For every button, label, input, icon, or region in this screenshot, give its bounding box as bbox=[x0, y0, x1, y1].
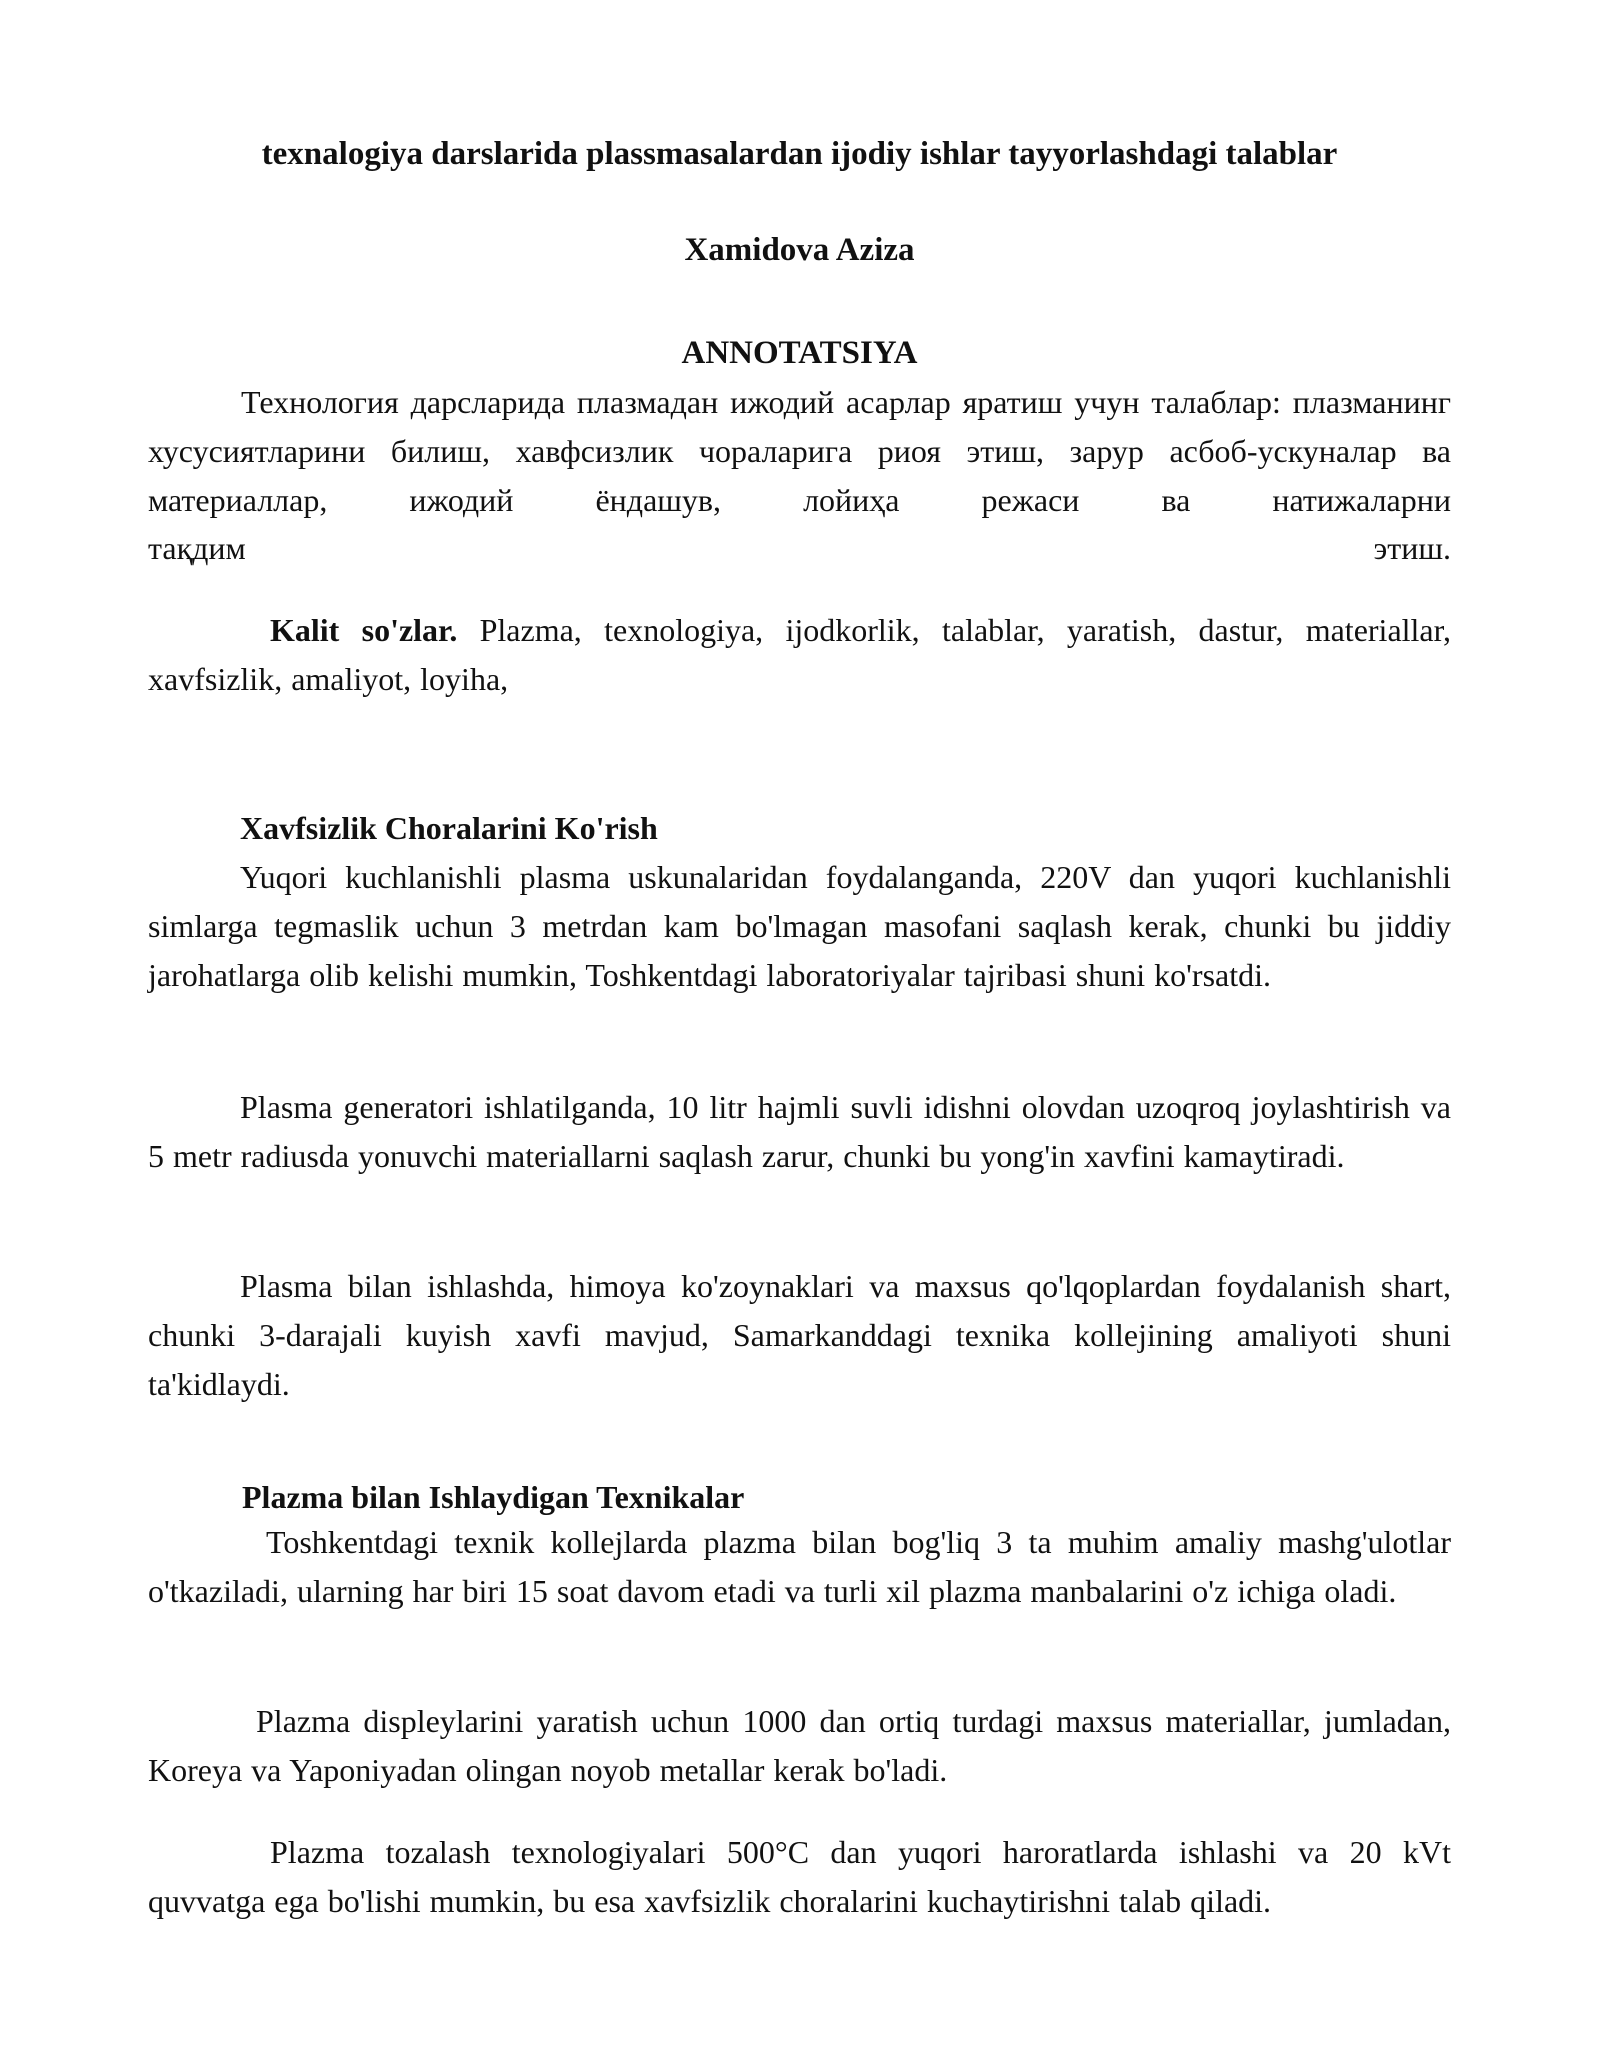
document-author: Xamidova Aziza bbox=[684, 232, 915, 268]
annotation-text: Технология дарсларида плазмадан ижодий асарлар яратиш учун талаблар: плазманинг хусусиятларини билиш, хавфсизлик чораларига риоя этиш, зарур асбоб-ускуналар ва материаллар, ижодий ёндашув, лойиҳа режаси ва натижаларни bbox=[148, 384, 1451, 518]
annotation-heading: ANNOTATSIYA bbox=[681, 335, 918, 371]
section-safety-paragraph-2: Plasma generatori ishlatilganda, 10 litr hajmli suvli idishni olovdan uzoqroq joylashtirish va 5 metr radiusda yonuvchi materiallarni saqlash zarur, chunki bu yong'in xavfini kamaytiradi. bbox=[148, 1089, 1451, 1174]
section-safety-heading: Xavfsizlik Choralarini Ko'rish bbox=[240, 810, 658, 846]
annotation-text-end-left: тақдим bbox=[148, 530, 246, 566]
section-techniques-paragraph-3: Plazma tozalash texnologiyalari 500°C dan yuqori haroratlarda ishlashi va 20 kVt quvvatga ega bo'lishi mumkin, bu esa xavfsizlik choralarini kuchaytirishni talab qiladi. bbox=[148, 1834, 1451, 1919]
keywords-paragraph bbox=[148, 606, 1451, 704]
section-techniques-paragraph-1: Toshkentdagi texnik kollejlarda plazma bilan bog'liq 3 ta muhim amaliy mashg'ulotlar o'tkaziladi, ularning har biri 15 soat davom etadi va turli xil plazma manbalarini o'z ichiga oladi. bbox=[148, 1524, 1451, 1609]
section-safety-paragraph-3: Plasma bilan ishlashda, himoya ko'zoynaklari va maxsus qo'lqoplardan foydalanish shart, chunki 3-darajali kuyish xavfi mavjud, Samarkanddagi texnika kollejining amaliyoti shuni ta'kidlaydi. bbox=[148, 1268, 1451, 1402]
keywords-label: Kalit so'zlar. bbox=[270, 612, 458, 648]
document-title: texnalogiya darslarida plassmasalardan ijodiy ishlar tayyorlashdagi talablar bbox=[261, 136, 1338, 172]
keywords-text: Plazma, texnologiya, ijodkorlik, talablar, yaratish, dastur, materiallar, xavfsizlik, amaliyot, loyiha, bbox=[148, 612, 1452, 697]
annotation-text-end-right: этиш. bbox=[1373, 530, 1451, 566]
section-techniques-heading: Plazma bilan Ishlaydigan Texnikalar bbox=[242, 1479, 745, 1515]
section-safety-paragraph-1: Yuqori kuchlanishli plasma uskunalaridan foydalanganda, 220V dan yuqori kuchlanishli simlarga tegmaslik uchun 3 metrdan kam bo'lmagan masofani saqlash kerak, chunki bu jiddiy jarohatlarga olib kelishi mumkin, Toshkentdagi laboratoriyalar tajribasi shuni ko'rsatdi. bbox=[148, 859, 1451, 993]
section-techniques-paragraph-2: Plazma displeylarini yaratish uchun 1000 dan ortiq turdagi maxsus materiallar, jumladan, Koreya va Yaponiyadan olingan noyob metallar kerak bo'ladi. bbox=[148, 1703, 1451, 1788]
